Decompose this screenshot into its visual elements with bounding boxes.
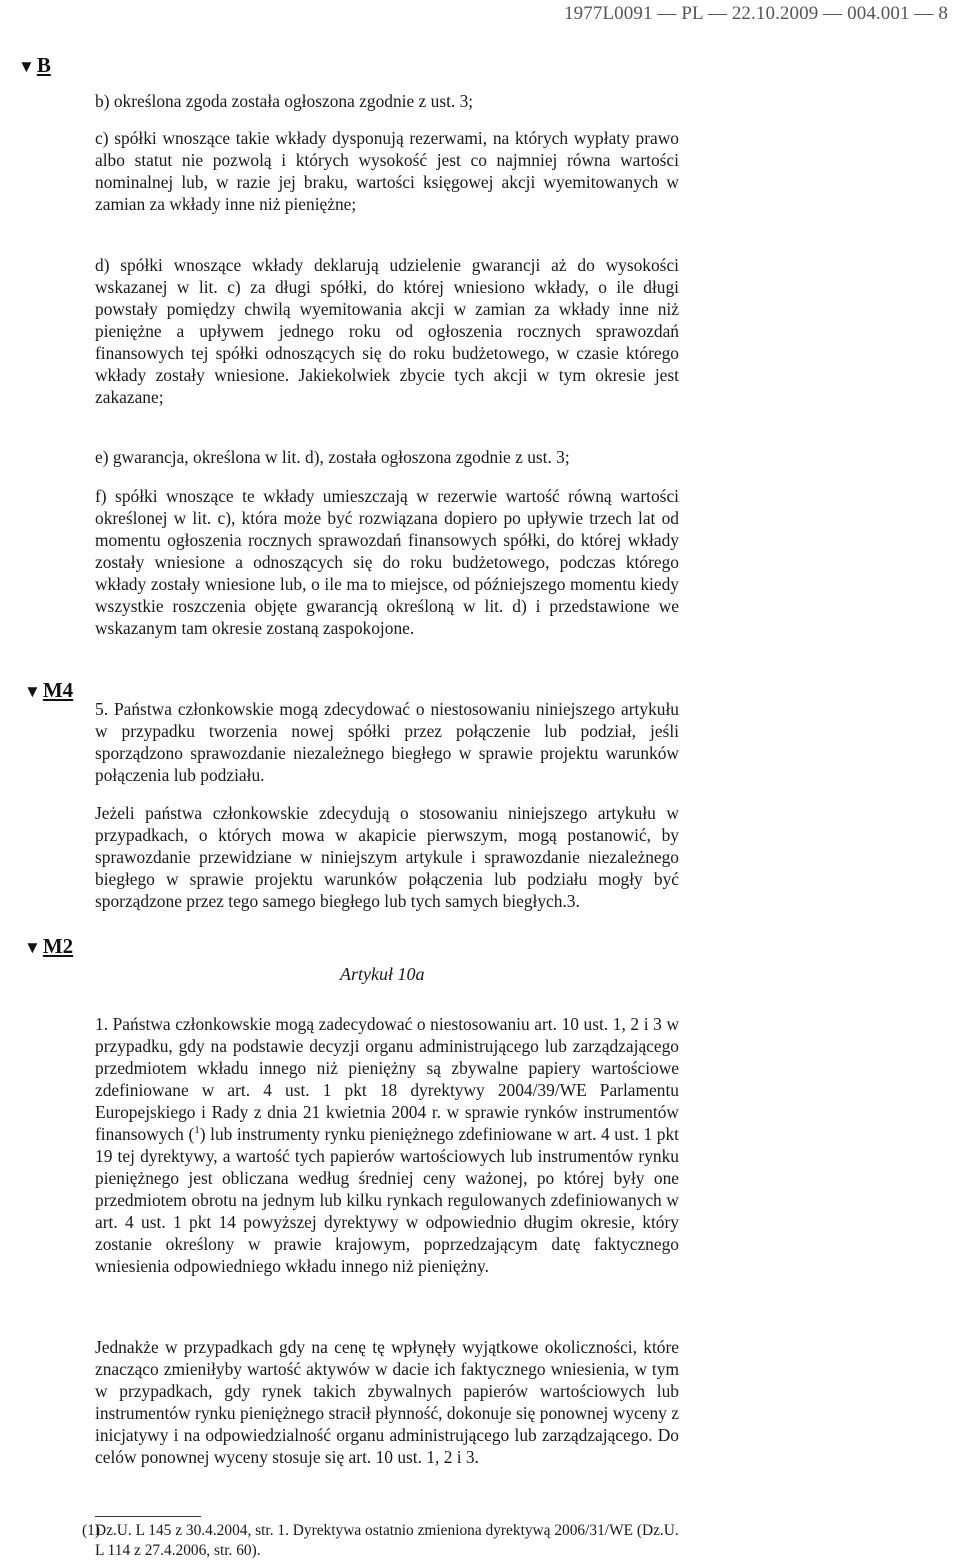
triangle-down-icon: ▼	[18, 57, 35, 76]
footnote	[82, 1521, 679, 1561]
triangle-down-icon: ▼	[24, 682, 41, 701]
amendment-marker-m4	[24, 678, 73, 703]
paragraph-e: e) gwarancja, określona w lit. d), została ogłoszona zgodnie z ust. 3;	[95, 447, 570, 467]
marker-label: M2	[42, 934, 74, 958]
paragraph-c: c) spółki wnoszące takie wkłady dysponują rezerwami, na których wypłaty prawo albo statut nie pozwolą i których wysokość jest co najmniej równa wartości nominalnej lub, w razie jej braku, wartości księgowej akcji wyemitowanych w zamian za wkłady inne niż pieniężne;	[95, 128, 679, 214]
article-title: Artykuł 10a	[340, 964, 425, 984]
paragraph-d: d) spółki wnoszące wkłady deklarują udzielenie gwarancji aż do wysokości wskazanej w lit. c) za długi spółki, do której wniesiono wkłady, o ile długi powstały pomiędzy chwilą wyemitowania akcji w zamian za wkłady inne niż pieniężne a upływem jednego roku od ogłoszenia rocznych sprawozdań finansowych tej spółki odnoszących się do roku budżetowego, w czasie którego wkłady zostały wniesione. Jakiekolwiek zbycie tych akcji w tym okresie jest zakazane;	[95, 255, 679, 407]
amendment-marker-m2	[24, 934, 73, 959]
article-10a-paragraph-1	[95, 1013, 679, 1277]
footnote-separator	[95, 1516, 201, 1517]
footnote-text: Dz.U. L 145 z 30.4.2004, str. 1. Dyrektywa ostatnio zmieniona dyrektywą 2006/31/WE (Dz.U. L 114 z 27.4.2006, str. 60).	[95, 1522, 679, 1559]
paragraph-b: b) określona zgoda została ogłoszona zgodnie z ust. 3;	[95, 91, 474, 111]
footnote-reference[interactable]: 1	[194, 1124, 200, 1137]
marker-label: M4	[42, 678, 74, 702]
paragraph-text: ) lub instrumenty rynku pieniężnego zdefiniowane w art. 4 ust. 1 pkt 19 tej dyrektywy, a wartość tych papierów wartościowych lub instrumentów rynku pieniężnego jest obliczana według średniej ceny ważonej, po której były one przedmiotem obrotu na jednym lub kilku rynkach regulowanych zdefiniowanych w art. 4 ust. 1 pkt 14 powyższej dyrektywy w odpowiednio długim okresie, który zostanie określony w prawie krajowym, poprzedzającym datę faktycznego wniesienia odpowiedniego wkładu innego niż pieniężny.	[95, 1124, 679, 1276]
paragraph-f: f) spółki wnoszące te wkłady umieszczają w rezerwie wartość równą wartości określonej w lit. c), która może być rozwiązana dopiero po upływie trzech lat od momentu ogłoszenia rocznych sprawozdań finansowych spółki, do której wkłady zostały wniesione a odnoszących się do roku budżetowego, podczas którego wkłady zostały wniesione lub, o ile ma to miejsce, od późniejszego momentu kiedy wszystkie roszczenia objęte gwarancją określoną w lit. d) i przedstawione we wskazanym tam okresie zostaną zaspokojone.	[95, 486, 679, 638]
marker-label: B	[36, 53, 51, 77]
paragraph-5-second: Jeżeli państwa członkowskie zdecydują o stosowaniu niniejszego artykułu w przypadkach, o których mowa w akapicie pierwszym, mogą postanowić, by sprawozdanie przewidziane w niniejszym artykule i sprawozdanie niezależnego biegłego w sprawie projektu warunków połączenia lub podziału mogły być sporządzone przez tego samego biegłego lub tych samych biegłych.3.	[95, 803, 679, 911]
footnote-number: (1)	[82, 1522, 100, 1539]
paragraph-5: 5. Państwa członkowskie mogą zdecydować o niestosowaniu niniejszego artykułu w przypadku tworzenia nowej spółki przez połączenie lub podział, jeśli sporządzono sprawozdanie niezależnego biegłego w sprawie projektu warunków połączenia lub podziału.	[95, 699, 679, 785]
article-10a-paragraph-2: Jednakże w przypadkach gdy na cenę tę wpłynęły wyjątkowe okoliczności, które znacząco zmieniłyby wartość aktywów w dacie ich faktycznego wniesienia, w tym w przypadkach, gdy rynek takich zbywalnych papierów wartościowych lub instrumentów rynku pieniężnego stracił płynność, dokonuje się ponownej wyceny z inicjatywy i na odpowiedzialność organu administrującego lub zarządzającego. Do celów ponownej wyceny stosuje się art. 10 ust. 1, 2 i 3.	[95, 1337, 679, 1467]
paragraph-text: 1. Państwa członkowskie mogą zadecydować o niestosowaniu art. 10 ust. 1, 2 i 3 w przypadku, gdy na podstawie decyzji organu administrującego lub zarządzającego przedmiotem wkładu innego niż pieniężny są zbywalne papiery wartościowe zdefiniowane w art. 4 ust. 1 pkt 18 dyrektywy 2004/39/WE Parlamentu Europejskiego i Rady z dnia 21 kwietnia 2004 r. w sprawie rynków instrumentów finansowych (	[95, 1014, 679, 1144]
amendment-marker-b	[18, 53, 51, 78]
triangle-down-icon: ▼	[24, 938, 41, 957]
document-header: 1977L0091 — PL — 22.10.2009 — 004.001 — 8	[564, 3, 948, 24]
